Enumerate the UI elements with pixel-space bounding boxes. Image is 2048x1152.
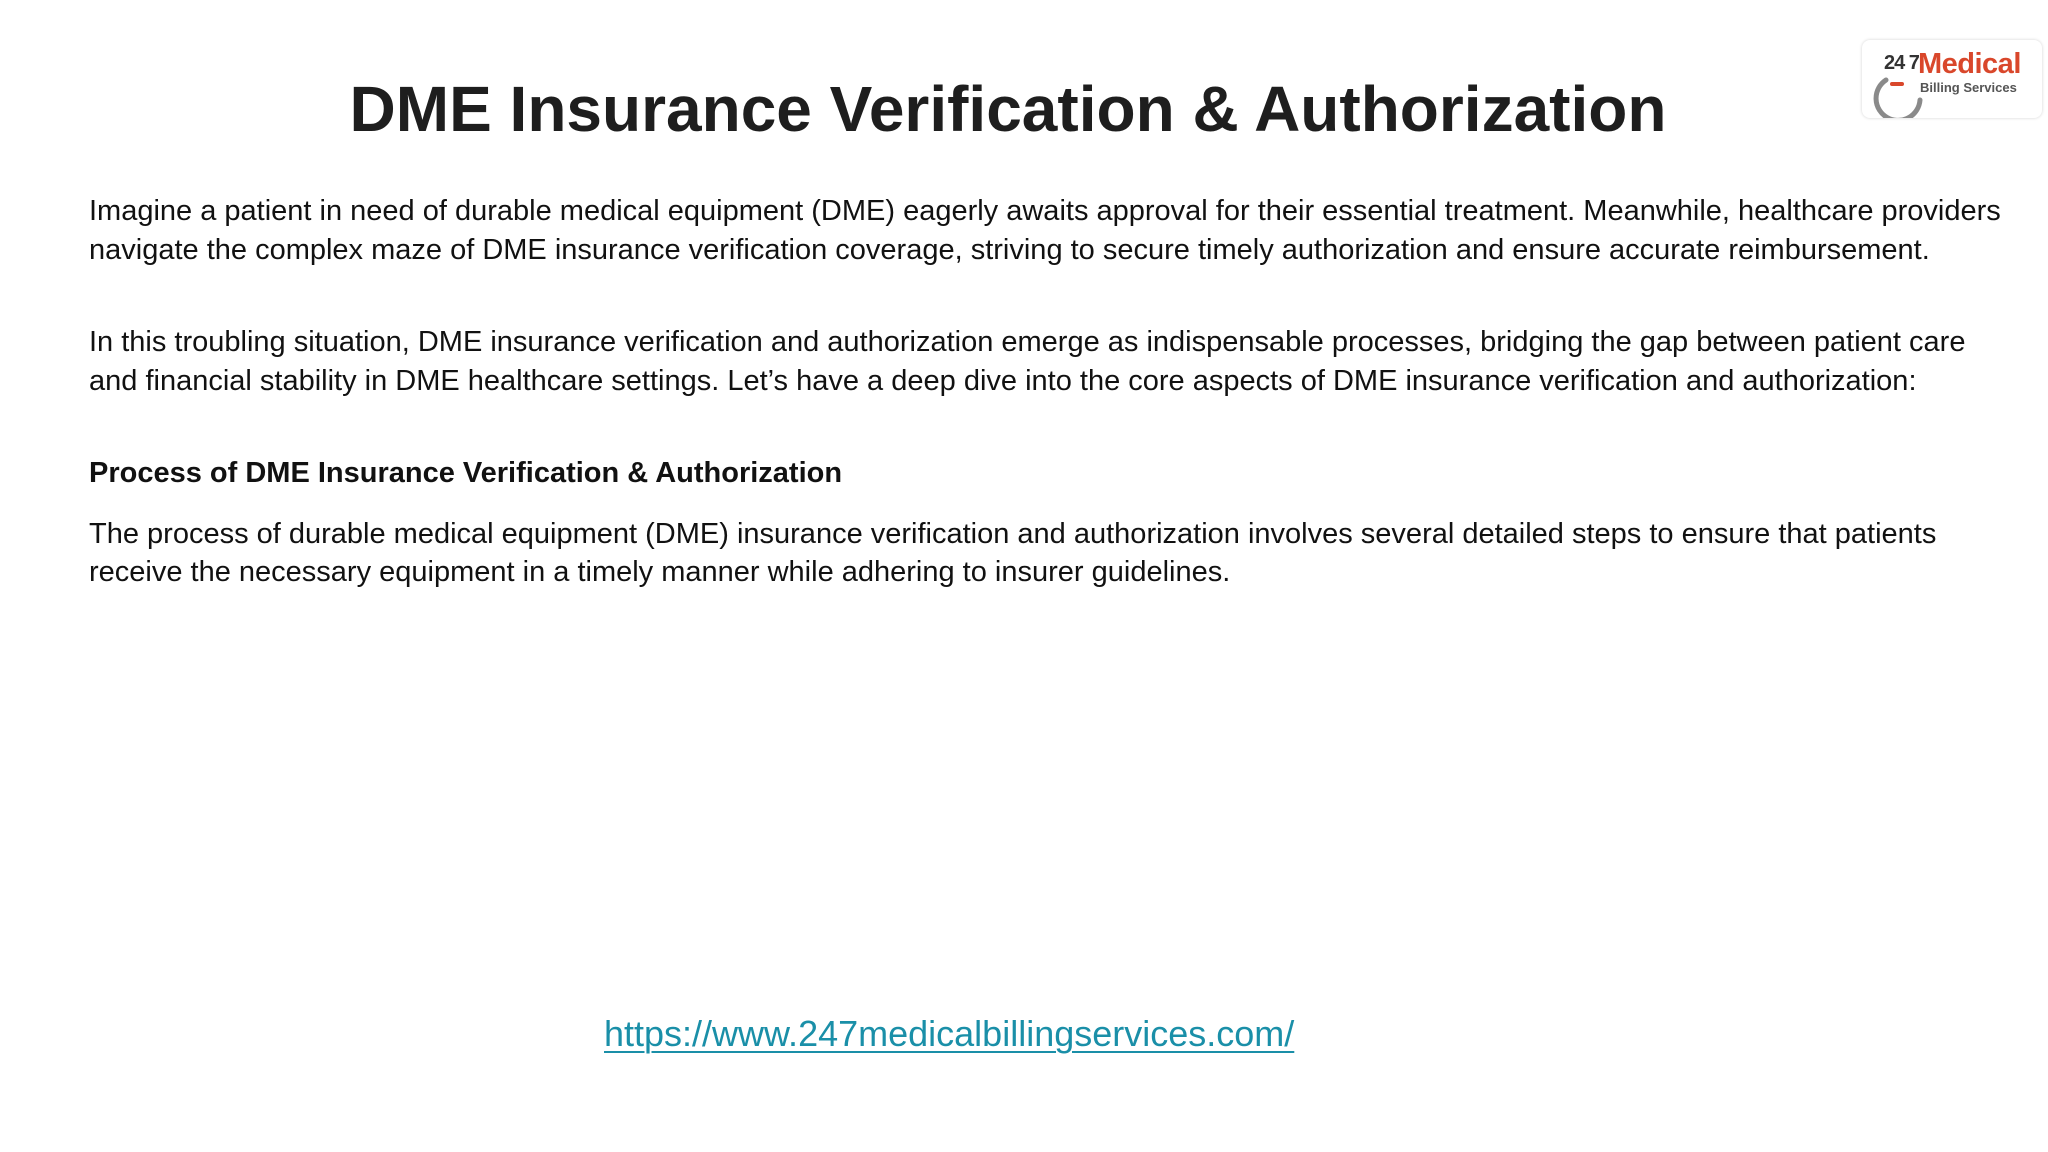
logo-brand: Medical (1918, 48, 2021, 80)
logo-number: 24 7 (1884, 52, 1919, 74)
title-region (0, 70, 2048, 150)
company-logo (1862, 40, 2042, 118)
slide-body (89, 192, 2009, 592)
intro-paragraph: Imagine a patient in need of durable medical equipment (DME) eagerly awaits approval for their essential treatment. Meanwhile, healthcare providers navigate the complex maze of DME insurance verification coverage, striving to secure timely authorization and ensure accurate reimbursement. (89, 195, 2001, 266)
logo-subtitle: Billing Services (1920, 80, 2017, 95)
section-heading: Process of DME Insurance Verification & Authorization (89, 457, 843, 489)
slide-title: DME Insurance Verification & Authorization (349, 73, 1667, 145)
context-paragraph: In this troubling situation, DME insurance verification and authorization emerge as indispensable processes, bridging the gap between patient care and financial stability in DME healthcare settings. Let’s have a deep dive into the core aspects of DME insurance verification and authorization: (89, 326, 1966, 397)
website-link[interactable]: https://www.247medicalbillingservices.com/ (604, 1013, 1295, 1054)
section-paragraph: The process of durable medical equipment (DME) insurance verification and authorization involves several detailed steps to ensure that patients receive the necessary equipment in a timely manner while adhering to insurer guidelines. (89, 517, 1937, 588)
